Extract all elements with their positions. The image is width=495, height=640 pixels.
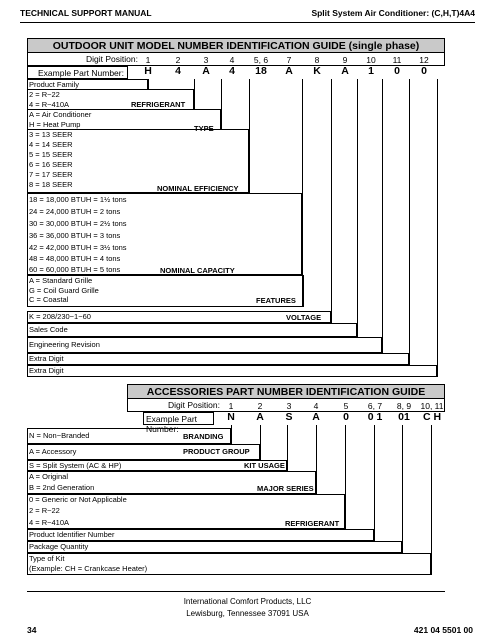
acc-category-kit-usage: KIT USAGE [244,461,285,470]
acc-connector-8-9 [402,425,403,553]
example-digit-3: A [202,65,210,77]
row-heat-pump: H = Heat Pump [29,120,81,129]
acc-row-package-quantity: Package Quantity [29,542,89,551]
acc-example-5: 0 [343,411,349,423]
group-sales-code [27,323,357,337]
acc-example-1: N [227,411,235,423]
digit-2: 2 [175,55,181,65]
row-seer-17: 7 = 17 SEER [29,170,73,179]
acc-digit-1: 1 [228,401,234,411]
digit-3: 3 [203,55,209,65]
connector-digit-11 [409,79,410,365]
example-digit-5-6: 18 [255,65,267,77]
example-digit-12: 0 [421,65,427,77]
acc-digit-2: 2 [257,401,263,411]
connector-digit-4 [249,79,250,194]
digit-1: 1 [145,55,151,65]
acc-digit-8-9: 8, 9 [396,401,412,411]
acc-category-branding: BRANDING [183,432,224,441]
connector-digit-7 [303,275,304,307]
row-r410a: 4 = R−410A [29,100,70,109]
connector-digit-3 [221,79,222,130]
footer-rule [27,591,445,592]
row-seer-14: 4 = 14 SEER [29,140,73,149]
row-voltage: K = 208/230−1−60 [29,312,91,321]
example-digit-1: H [144,65,152,77]
row-coastal: C = Coastal [29,295,69,304]
acc-digit-5: 5 [343,401,349,411]
acc-row-non-branded: N = Non−Branded [29,431,90,440]
acc-example-4: A [312,411,320,423]
row-r22: 2 = R−22 [29,90,60,99]
acc-example-2: A [256,411,264,423]
acc-row-r22: 2 = R−22 [29,506,60,515]
row-engineering-revision: Engineering Revision [29,340,100,349]
acc-connector-5 [345,425,346,529]
example-digit-7: A [285,65,293,77]
row-product-family: Product Family [29,80,80,89]
accessories-guide-title: ACCESSORIES PART NUMBER IDENTIFICATION GUIDE [127,384,445,399]
row-capacity-60: 60 = 60,000 BTUH = 5 tons [29,265,121,274]
acc-row-generic: 0 = Generic or Not Applicable [29,495,127,504]
page-number: 34 [27,625,37,635]
acc-connector-3 [287,425,288,471]
acc-row-product-identifier: Product Identifier Number [29,530,115,539]
manual-title: TECHNICAL SUPPORT MANUAL [20,8,152,18]
row-capacity-30: 30 = 30,000 BTUH = 2½ tons [29,219,127,228]
acc-category-product-group: PRODUCT GROUP [183,447,250,456]
connector-digit-5-6 [302,79,303,275]
row-capacity-24: 24 = 24,000 BTUH = 2 tons [29,207,121,216]
acc-row-kit-example: (Example: CH = Crankcase Heater) [29,563,148,573]
row-air-conditioner: A = Air Conditioner [29,110,92,119]
category-nominal-capacity: NOMINAL CAPACITY [160,266,235,275]
outdoor-guide-title: OUTDOOR UNIT MODEL NUMBER IDENTIFICATION GUIDE (single phase) [27,38,445,53]
row-capacity-36: 36 = 36,000 BTUH = 3 tons [29,231,121,240]
acc-row-split-system: S = Split System (AC & HP) [29,461,122,470]
category-features: FEATURES [256,296,296,305]
acc-example-3: S [285,411,293,423]
digit-11: 11 [392,55,402,65]
footer-address: Lewisburg, Tennessee 37091 USA [186,609,309,618]
row-seer-16: 6 = 16 SEER [29,160,73,169]
acc-connector-1 [231,425,232,444]
acc-example-8-9: 01 [398,411,410,423]
connector-digit-9 [357,79,358,337]
acc-example-label: Example Part Number: [146,414,198,434]
connector-digit-12 [437,79,438,377]
acc-digit-6-7: 6, 7 [367,401,383,411]
digit-4: 4 [229,55,235,65]
example-part-label: Example Part Number: [38,68,124,78]
row-seer-18: 8 = 18 SEER [29,180,73,189]
acc-row-2nd-generation: B = 2nd Generation [29,483,95,492]
example-digit-11: 0 [394,65,400,77]
group-extra-digit-12 [27,365,437,377]
acc-example-6-7: 0 1 [367,411,383,423]
acc-digit-10-11: 10, 11 [420,401,444,411]
digit-12: 12 [419,55,429,65]
example-digit-4: 4 [229,65,235,77]
digit-8: 8 [314,55,320,65]
acc-category-major-series: MAJOR SERIES [257,484,314,493]
row-seer-15: 5 = 15 SEER [29,150,73,159]
digit-position-label: Digit Position: [86,54,138,64]
acc-category-refrigerant: REFRIGERANT [285,519,340,528]
row-capacity-18: 18 = 18,000 BTUH = 1½ tons [29,195,127,204]
category-refrigerant: REFRIGERANT [131,100,186,109]
header-rule [20,22,475,23]
acc-connector-6-7 [374,425,375,541]
connector-digit-8 [331,79,332,323]
row-coil-guard-grille: G = Coil Guard Grille [29,285,99,295]
acc-example-10-11: C H [422,411,442,423]
row-seer-13: 3 = 13 SEER [29,130,73,139]
product-title: Split System Air Conditioner: (C,H,T)4A4 [311,8,475,18]
footer-company: International Comfort Products, LLC [183,597,312,606]
acc-connector-4 [316,425,317,494]
acc-digit-3: 3 [286,401,292,411]
example-digit-2: 4 [175,65,181,77]
category-voltage: VOLTAGE [286,313,322,322]
digit-9: 9 [342,55,348,65]
acc-connector-2 [260,425,261,460]
document-number: 421 04 5501 00 [413,625,473,635]
row-standard-grille: A = Standard Grille [29,276,93,285]
category-type: TYPE [194,124,214,133]
acc-digit-position-label: Digit Position: [168,400,220,410]
digit-7: 7 [286,55,292,65]
row-capacity-42: 42 = 42,000 BTUH = 3½ tons [29,243,127,252]
group-extra-digit-11 [27,353,409,365]
acc-row-r410a: 4 = R−410A [29,518,70,527]
digit-5-6: 5, 6 [253,55,269,65]
row-extra-digit-12: Extra Digit [29,366,64,375]
example-digit-8: K [313,65,321,77]
row-capacity-48: 48 = 48,000 BTUH = 4 tons [29,254,121,263]
category-nominal-efficiency: NOMINAL EFFICIENCY [157,184,239,193]
connector-digit-10 [382,79,383,353]
acc-row-accessory: A = Accessory [29,447,77,456]
acc-digit-4: 4 [313,401,319,411]
row-extra-digit-11: Extra Digit [29,354,64,363]
acc-connector-10-11 [431,425,432,575]
digit-10: 10 [366,55,376,65]
acc-row-original: A = Original [29,472,68,481]
example-digit-10: 1 [368,65,374,77]
example-digit-9: A [341,65,349,77]
connector-digit-2 [194,79,195,110]
row-sales-code: Sales Code [29,325,68,334]
acc-row-type-of-kit: Type of Kit [29,554,65,563]
example-part-label-box [27,66,128,79]
connector-digit-1 [148,79,149,90]
acc-example-label-box [143,412,214,434]
